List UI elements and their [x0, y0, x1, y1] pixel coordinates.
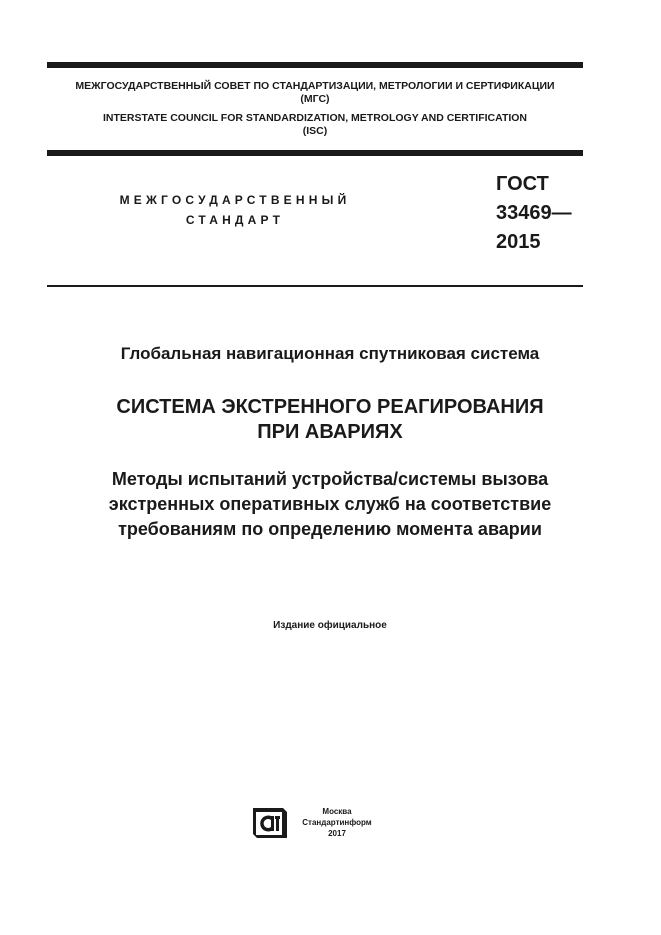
council-abbr-ru: (МГС): [300, 93, 330, 105]
council-name-ru-text: МЕЖГОСУДАРСТВЕННЫЙ СОВЕТ ПО СТАНДАРТИЗАЦИИ, МЕТРОЛОГИИ И СЕРТИФИКАЦИИ: [75, 80, 555, 92]
main-title-line1: СИСТЕМА ЭКСТРЕННОГО РЕАГИРОВАНИЯ: [116, 396, 544, 418]
subtitle-line3: требованиям по определению момента аварии: [118, 519, 542, 539]
edition-label: Издание официальное: [273, 620, 387, 631]
publisher-block: [292, 806, 382, 839]
council-name-en-text: INTERSTATE COUNCIL FOR STANDARDIZATION, METROLOGY AND CERTIFICATION: [102, 112, 528, 124]
council-name-en: [47, 112, 583, 138]
top-rule: [47, 62, 583, 68]
bottom-rule: [47, 285, 583, 287]
publisher-city: Москва: [322, 807, 352, 816]
designation-prefix: ГОСТ: [496, 173, 549, 195]
council-abbr-en: (ISC): [302, 125, 328, 137]
system-title: Глобальная навигационная спутниковая система: [120, 344, 540, 363]
standard-kind: [100, 190, 370, 230]
council-name-ru: [47, 80, 583, 106]
subtitle-line2: экстренных оперативных служб на соответствие: [108, 494, 552, 514]
middle-rule: [47, 150, 583, 156]
designation-number: 33469—: [496, 202, 572, 224]
subtitle: [30, 467, 630, 542]
publisher-name: Стандартинформ: [302, 818, 372, 827]
designation-year: 2015: [496, 231, 541, 253]
subtitle-line1: Методы испытаний устройства/системы вызова: [111, 469, 549, 489]
standard-kind-line2: СТАНДАРТ: [185, 213, 285, 227]
standard-designation: [496, 170, 572, 257]
main-title-line2: ПРИ АВАРИЯХ: [257, 421, 403, 443]
standard-kind-line1: МЕЖГОСУДАРСТВЕННЫЙ: [119, 193, 351, 207]
main-title: [30, 395, 630, 445]
standartinform-logo-icon: [249, 806, 287, 840]
publisher-year: 2017: [328, 829, 346, 838]
